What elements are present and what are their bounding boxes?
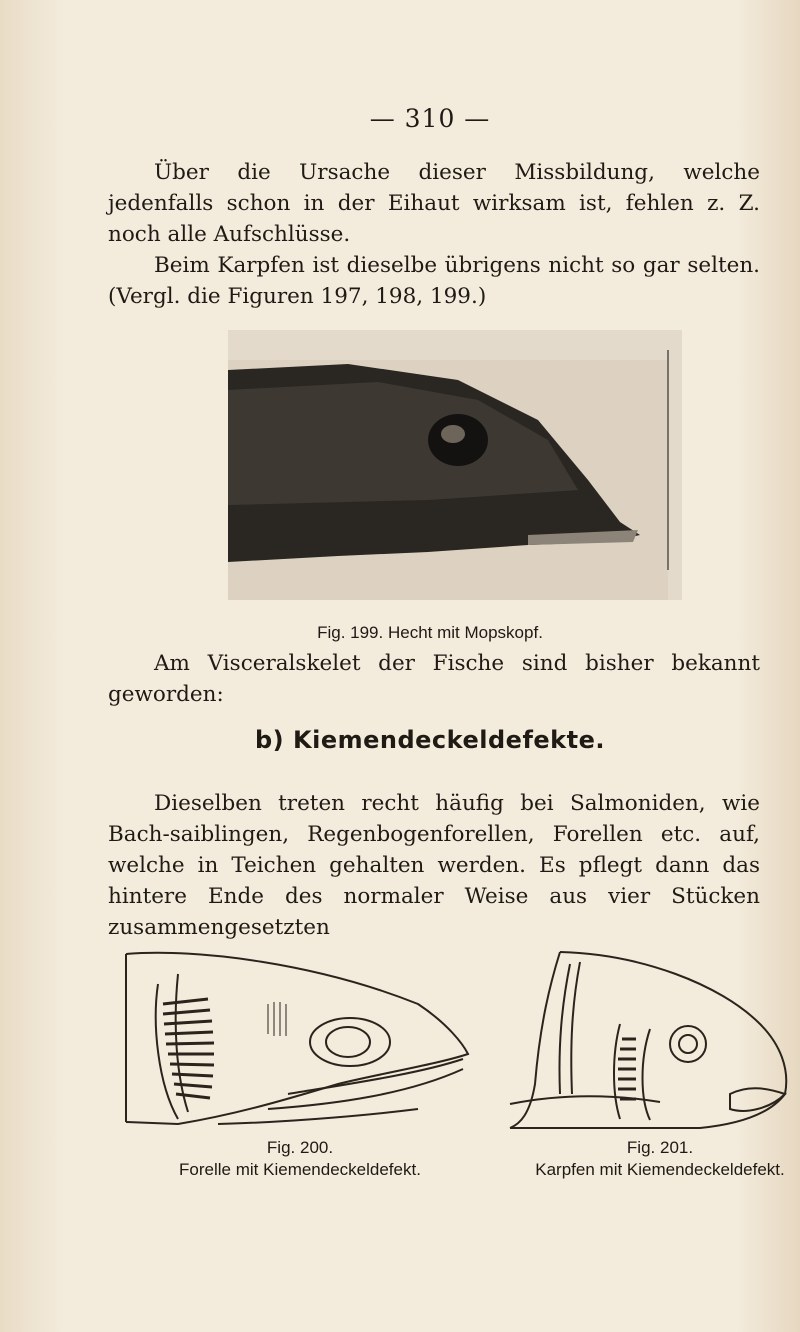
paragraph-carp: Beim Karpfen ist dieselbe übrigens nicht so gar selten. (Vergl. die Figuren 197, 198, 199.) [108,253,760,309]
figure-199-caption [200,622,660,644]
figure-201-caption [500,1137,800,1181]
figure-trout-drawing [118,944,474,1134]
paragraph-cause: Über die Ursache dieser Missbildung, welche jedenfalls schon in der Eihaut wirksam ist, fehlen z. Z. noch alle Aufschlüsse. [108,160,760,247]
figure-200-title: Forelle mit Kiemendeckeldefekt. [179,1160,421,1179]
figure-pike-photo [228,330,682,600]
figure-199-title: Hecht mit Mopskopf. [387,623,543,642]
figure-200-caption [140,1137,460,1181]
figure-carp-drawing [500,944,800,1134]
paragraph-salmonids: Dieselben treten recht häufig bei Salmoniden, wie Bach-saiblingen, Regenbogenforellen, Forellen etc. auf, welche in Teichen gehalten werden. Es pflegt dann das hintere Ende des normaler Weise aus vier Stücken zusammengesetzten [108,791,760,940]
carp-head-drawing [500,944,800,1134]
figure-201-label: Fig. 201. [626,1138,694,1157]
page-number: — 310 — [369,104,491,133]
figure-199-label: Fig. 199. [317,623,384,642]
trout-head-drawing [118,944,474,1134]
figure-200-label: Fig. 200. [266,1138,334,1157]
paragraph-visceral: Am Visceralskelet der Fische sind bisher bekannt geworden: [108,651,760,707]
pike-head-image [228,330,682,600]
section-heading: b) Kiemendeckeldefekte. [255,726,605,754]
figure-201-title: Karpfen mit Kiemendeckeldefekt. [535,1160,785,1179]
